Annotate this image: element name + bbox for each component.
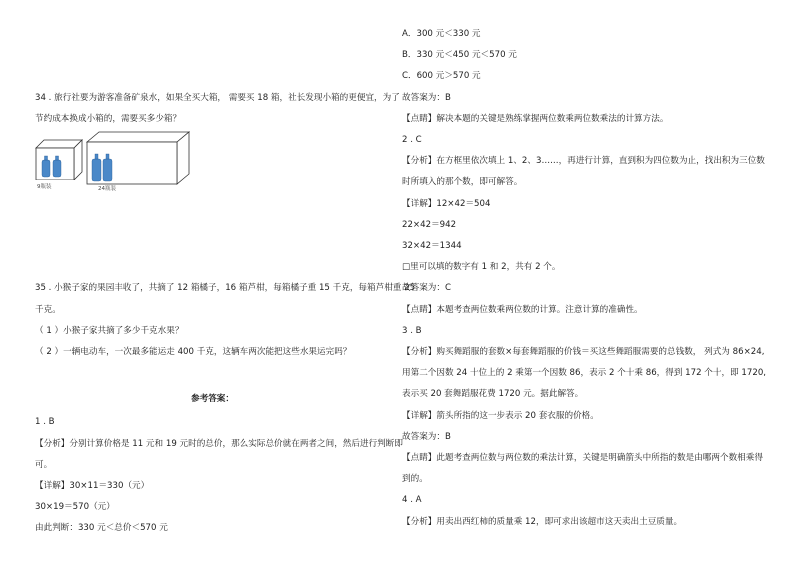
a1-detail: 【详解】30×11＝330（元） — [35, 481, 150, 492]
q34-text-line2: 节约成本换成小箱的，需要买多少箱？ — [35, 114, 182, 125]
q35-sub1: （ 1 ）小猴子家共摘了多少千克水果？ — [35, 325, 184, 336]
a3-detail: 【详解】箭头所指的这一步表示 20 套衣服的价格。 — [402, 410, 599, 421]
a2-result: □里可以填的数字有 1 和 2，共有 2 个。 — [402, 262, 561, 273]
a3-tip-line1: 【点睛】此题考查两位数与两位数的乘法计算，关键是明确箭头中所指的数是由哪两个数相乘得 — [402, 453, 763, 464]
a4-number: 4 . A — [402, 495, 422, 506]
q35-text-line1: 35 . 小猴子家的果园丰收了，共摘了 12 箱橘子，16 箱芦柑，每箱橘子重 15 千克，每箱芦柑重 25 — [35, 283, 416, 294]
a3-analysis-line1: 【分析】购买舞蹈服的套数×每套舞蹈服的价钱＝买这些舞蹈服需要的总钱数， 列式为 86×24, — [402, 347, 765, 358]
a2-detail: 【详解】12×42＝504 — [402, 198, 491, 209]
a3-analysis-line2: 用第二个因数 24 十位上的 2 乘第一个因数 86，表示 2 个十乘 86，得到 172 个十，即 1720, — [402, 368, 767, 379]
a1-analysis-line1: 【分析】分别计算价格是 11 元和 19 元时的总价，那么实际总价就在两者之间，然后进行判断即 — [35, 438, 403, 449]
a1-tip: 【点睛】解决本题的关键是熟练掌握两位数乘两位数乘法的计算方法。 — [402, 113, 669, 124]
a1-answer: 故答案为：B — [402, 92, 451, 103]
a2-tip: 【点睛】本题考查两位数乘两位数的计算。注意计算的准确性。 — [402, 304, 643, 315]
a1-judge: 由此判断：330 元＜总价＜570 元 — [35, 523, 168, 534]
option-c: C．600 元＞570 元 — [402, 71, 481, 82]
answers-title: 参考答案： — [191, 394, 234, 405]
small-box-illustration — [34, 138, 84, 180]
large-box-caption: 24瓶装 — [98, 186, 116, 193]
q35-sub2: （ 2 ）一辆电动车，一次最多能运走 400 千克，这辆车两次能把这些水果运完吗？ — [35, 347, 352, 358]
a2-calc2: 32×42＝1344 — [402, 241, 462, 252]
a2-answer: 故答案为：C — [402, 283, 451, 294]
a1-number: 1 . B — [35, 417, 55, 428]
a4-analysis: 【分析】用卖出西红柿的质量乘 12，即可求出该超市这天卖出土豆质量。 — [402, 516, 683, 527]
a2-analysis-line2: 时所填入的那个数，即可解答。 — [402, 177, 523, 188]
small-box-caption: 9瓶装 — [37, 184, 52, 191]
large-box-illustration — [85, 130, 193, 185]
a2-calc1: 22×42＝942 — [402, 219, 457, 230]
a2-number: 2 . C — [402, 135, 422, 146]
option-b: B．330 元＜450 元＜570 元 — [402, 50, 517, 61]
a3-analysis-line3: 表示买 20 套舞蹈服花费 1720 元。据此解答。 — [402, 389, 584, 400]
a2-analysis-line1: 【分析】在方框里依次填上 1、2、3……，再进行计算，直到积为四位数为止，找出积为三位数 — [402, 156, 765, 167]
right-column — [402, 0, 777, 533]
a1-calc: 30×19＝570（元） — [35, 502, 115, 513]
q34-figure — [35, 130, 390, 242]
a3-number: 3 . B — [402, 325, 422, 336]
a1-analysis-line2: 可。 — [35, 459, 53, 470]
q35-text-line2: 千克。 — [35, 304, 61, 315]
option-a: A．300 元＜330 元 — [402, 29, 481, 39]
a3-answer: 故答案为：B — [402, 431, 451, 442]
a3-tip-line2: 到的。 — [402, 474, 428, 485]
q34-text-line1: 34 . 旅行社要为游客准备矿泉水，如果全买大箱， 需要买 18 箱，社长发现小箱的更便宜，为了 — [35, 93, 400, 103]
